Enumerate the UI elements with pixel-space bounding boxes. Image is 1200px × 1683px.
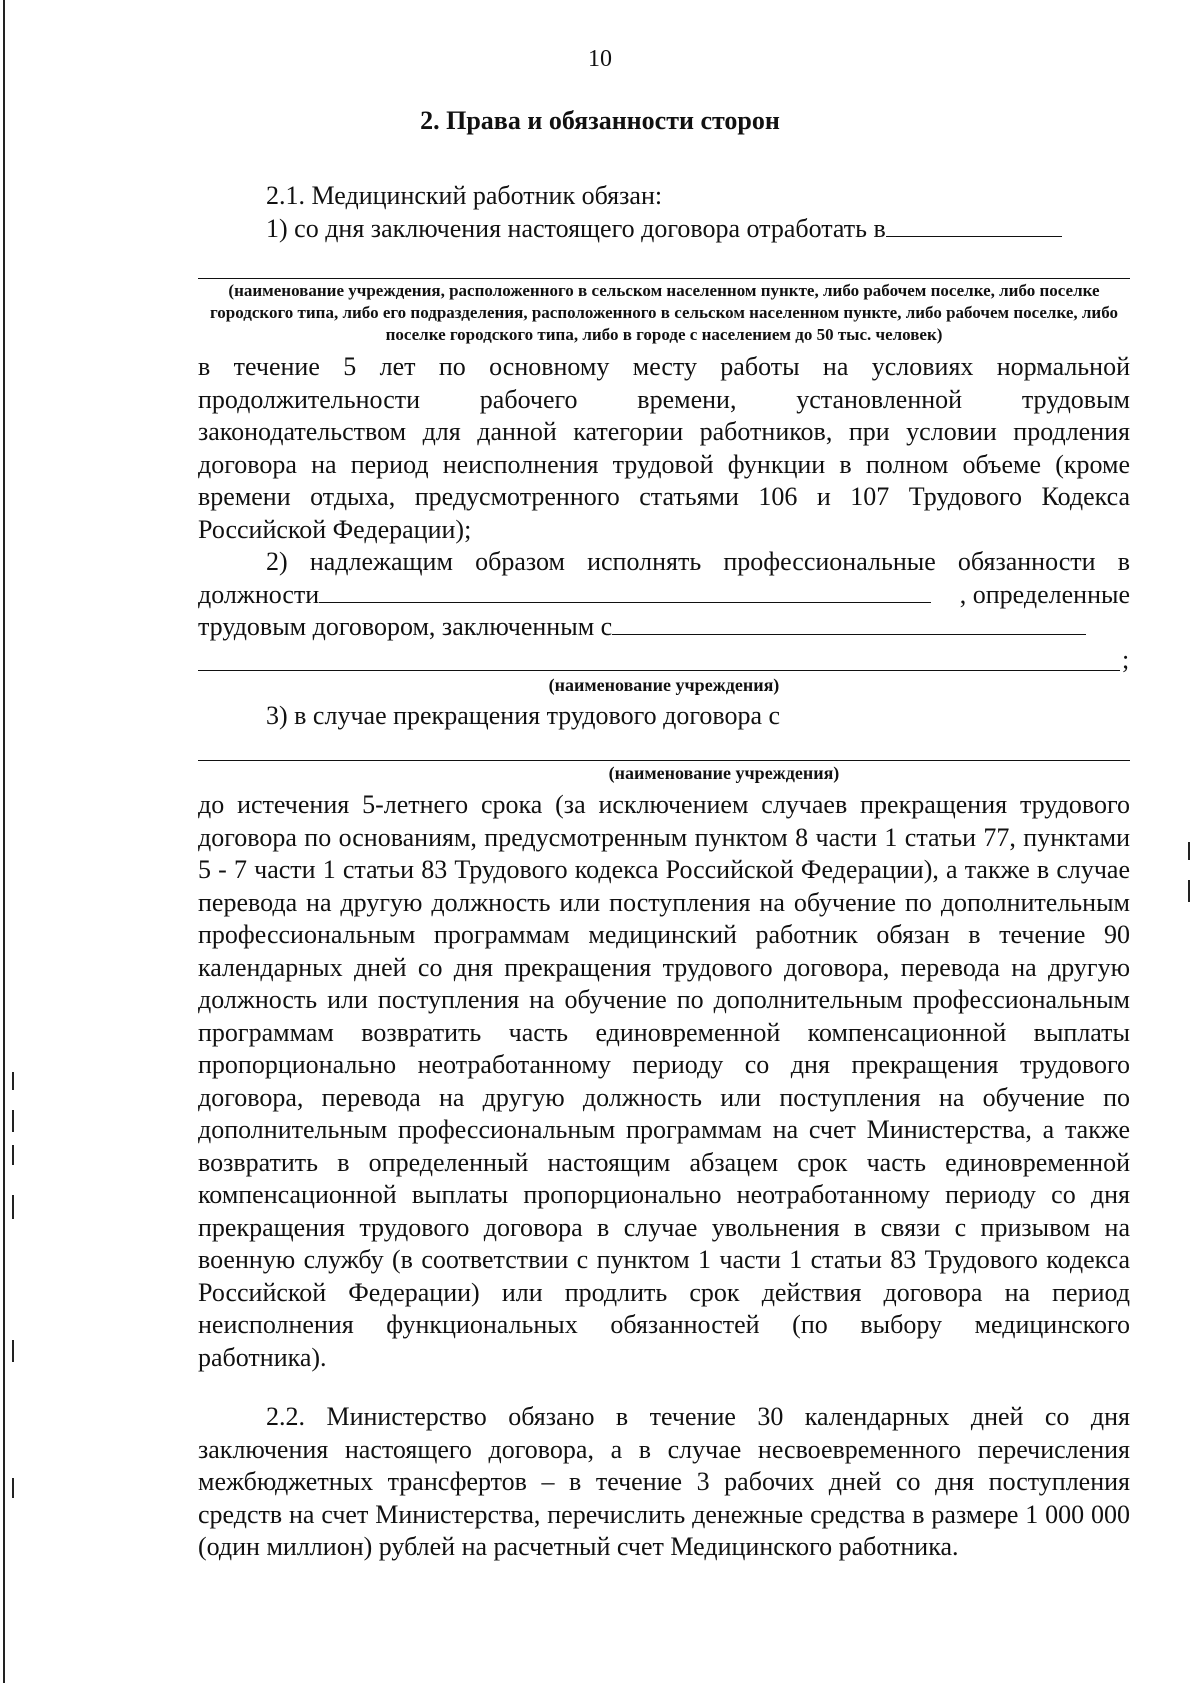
- item-1-start: 1) со дня заключения настоящего договора отработать в: [266, 213, 886, 243]
- scan-mark: [1188, 880, 1190, 902]
- item-2: [198, 546, 1130, 644]
- item-2-line-1: 2) надлежащим образом исполнять профессиональные обязанности в: [266, 547, 1130, 576]
- item-1-start-line: [198, 213, 1130, 246]
- blank-line-institution-3: [198, 760, 1130, 761]
- blank-line-institution-1: [198, 278, 1130, 279]
- item-2-position-label: должности: [198, 579, 320, 609]
- scan-mark: [12, 1340, 14, 1362]
- scan-mark: [12, 1110, 14, 1132]
- blank-line-institution-2: [198, 670, 1120, 671]
- caption-institution-1: (наименование учреждения, расположенного в сельском населенном пункте, либо рабочем поселке, либо поселке городского типа, либо его подразделения, расположенного в сельском населенном пункте, либо рабочем поселке, либо поселке городского типа, либо в городе с населением до 50 тыс. человек): [210, 281, 1118, 344]
- item-2-line-3: [198, 611, 1130, 644]
- blank-field-institution-2a: [612, 612, 1086, 635]
- caption-institution-2: (наименование учреждения): [548, 675, 780, 695]
- blank-field-institution-1: [886, 214, 1062, 237]
- scan-mark: [1188, 842, 1190, 860]
- item-1-text: в течение 5 лет по основному месту работы на условиях нормальной продолжительности рабочего времени, установленной трудовым законодательством для данной категории работников, при условии продления договора на период неисполнения трудовой функции в полном объеме (кроме времени отдыха, предусмотренного статьями 106 и 107 Трудового Кодекса Российской Федерации);: [198, 352, 1130, 544]
- page-number: 10: [588, 46, 612, 72]
- item-2-contract-label: трудовым договором, заключенным с: [198, 612, 613, 641]
- section-2-1-title: 2.1. Медицинский работник обязан:: [266, 181, 663, 210]
- item-2-defined-label: , определенные: [959, 579, 1130, 609]
- item-2-line-2: [198, 579, 1130, 612]
- scan-edge-line: [3, 0, 5, 1683]
- caption-institution-3: (наименование учреждения): [608, 763, 840, 783]
- item-3-start-block: [198, 700, 1130, 733]
- scan-mark: [12, 1072, 14, 1090]
- scan-mark: [12, 1195, 14, 1219]
- blank-field-position: [319, 580, 931, 603]
- section-2-2-text: 2.2. Министерство обязано в течение 30 календарных дней со дня заключения настоящего договора, а в случае несвоевременного перечисления межбюджетных трансфертов – в течение 3 рабочих дней со дня поступления средств на счет Министерства, перечислить денежные средства в размере 1 000 000 (один миллион) рублей на расчетный счет Медицинского работника.: [198, 1402, 1130, 1561]
- item-3-text: до истечения 5-летнего срока (за исключением случаев прекращения трудового договора по основаниям, предусмотренным пунктом 8 части 1 статьи 77, пунктами 5 - 7 части 1 статьи 83 Трудового кодекса Российской Федерации), а также в случае перевода на другую должность или поступления на обучение по дополнительным профессиональным программам медицинский работник обязан в течение 90 календарных дней со дня прекращения трудового договора, перевода на другую должность или поступления на обучение по дополнительным профессиональным программам возвратить часть единовременной компенсационной выплаты пропорционально неотработанному периоду со дня прекращения трудового договора, перевода на другую должность или поступления на обучение по дополнительным профессиональным программам на счет Министерства, а также возвратить в определенный настоящим абзацем срок часть единовременной компенсационной выплаты пропорционально неотработанному периоду со дня прекращения трудового договора в случае увольнения в связи с призывом на военную службу (в соответствии с пунктом 1 части 1 статьи 83 Трудового кодекса Российской Федерации) или продлить срок действия договора на период неисполнения функциональных обязанностей (по выбору медицинского работника).: [198, 790, 1130, 1372]
- section-heading: 2. Права и обязанности сторон: [420, 106, 780, 135]
- item-2-semicolon: ;: [1122, 645, 1130, 674]
- scan-mark: [12, 1478, 14, 1498]
- section-2-1-intro: [198, 180, 1130, 245]
- scan-mark: [12, 1145, 14, 1165]
- item-3-start: 3) в случае прекращения трудового договора с: [266, 701, 781, 730]
